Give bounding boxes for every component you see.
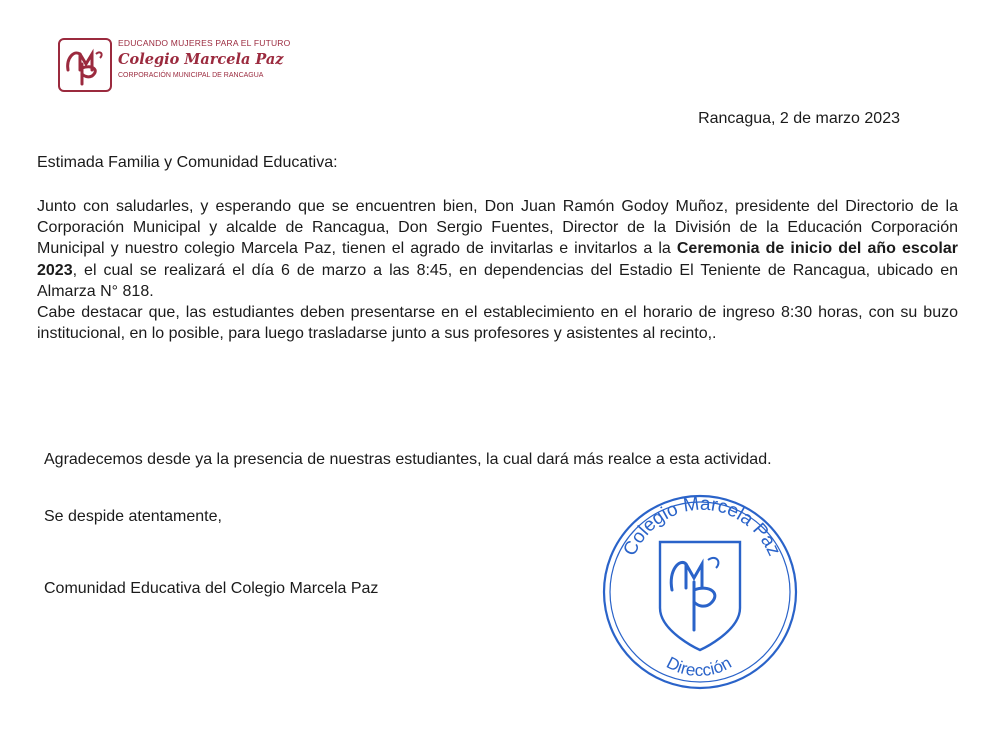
letter-salutation: Estimada Familia y Comunidad Educativa: (37, 154, 338, 171)
letter-farewell: Se despide atentamente, (44, 508, 222, 525)
letter-date: Rancagua, 2 de marzo 2023 (698, 110, 900, 127)
direction-stamp (598, 480, 798, 690)
logo-subtitle: CORPORACIÓN MUNICIPAL DE RANCAGUA (118, 72, 264, 79)
letter-body (37, 196, 958, 344)
logo-text-block (118, 38, 308, 79)
stamp-bottom-text: Dirección (663, 653, 735, 681)
mp-monogram-icon (60, 40, 110, 90)
invitation-text-start: Junto con saludarles, y esperando que se encuentren bien, Don Juan Ramón Godoy Muñoz, presidente del Directorio de la Corporación Municipal y alcalde de Rancagua, Don Sergio Fuentes, Director de la División de la Educación Corporación Municipal y nuestro colegio Marcela Paz, tienen el agrado de invitarlas e invitarlos a la (37, 198, 958, 258)
logo-tagline: EDUCANDO MUJERES PARA EL FUTURO (118, 38, 291, 48)
school-logo (58, 36, 298, 98)
paragraph-instructions: Cabe destacar que, las estudiantes deben presentarse en el establecimiento en el horario de ingreso 8:30 horas, con su buzo institucional, en lo posible, para luego trasladarse junto a sus profesores y asistentes al recinto,. (37, 304, 958, 343)
svg-text:Colegio Marcela Paz (619, 494, 784, 560)
invitation-text-end: , el cual se realizará el día 6 de marzo a las 8:45, en dependencias del Estadio El Teniente de Rancagua, ubicado en Almarza N° 818. (37, 261, 958, 300)
event-name: Ceremonia de inicio del año escolar 2023 (37, 240, 958, 279)
paragraph-invitation (37, 196, 958, 302)
svg-text:Dirección (663, 653, 734, 680)
logo-school-name: Colegio Marcela Paz (118, 51, 284, 68)
stamp-top-text: Colegio Marcela Paz (619, 493, 785, 560)
letter-thanks: Agradecemos desde ya la presencia de nuestras estudiantes, la cual dará más realce a esta actividad. (44, 451, 772, 468)
stamp-seal-icon (598, 480, 798, 690)
logo-emblem (58, 38, 112, 92)
letter-signature: Comunidad Educativa del Colegio Marcela Paz (44, 580, 379, 597)
